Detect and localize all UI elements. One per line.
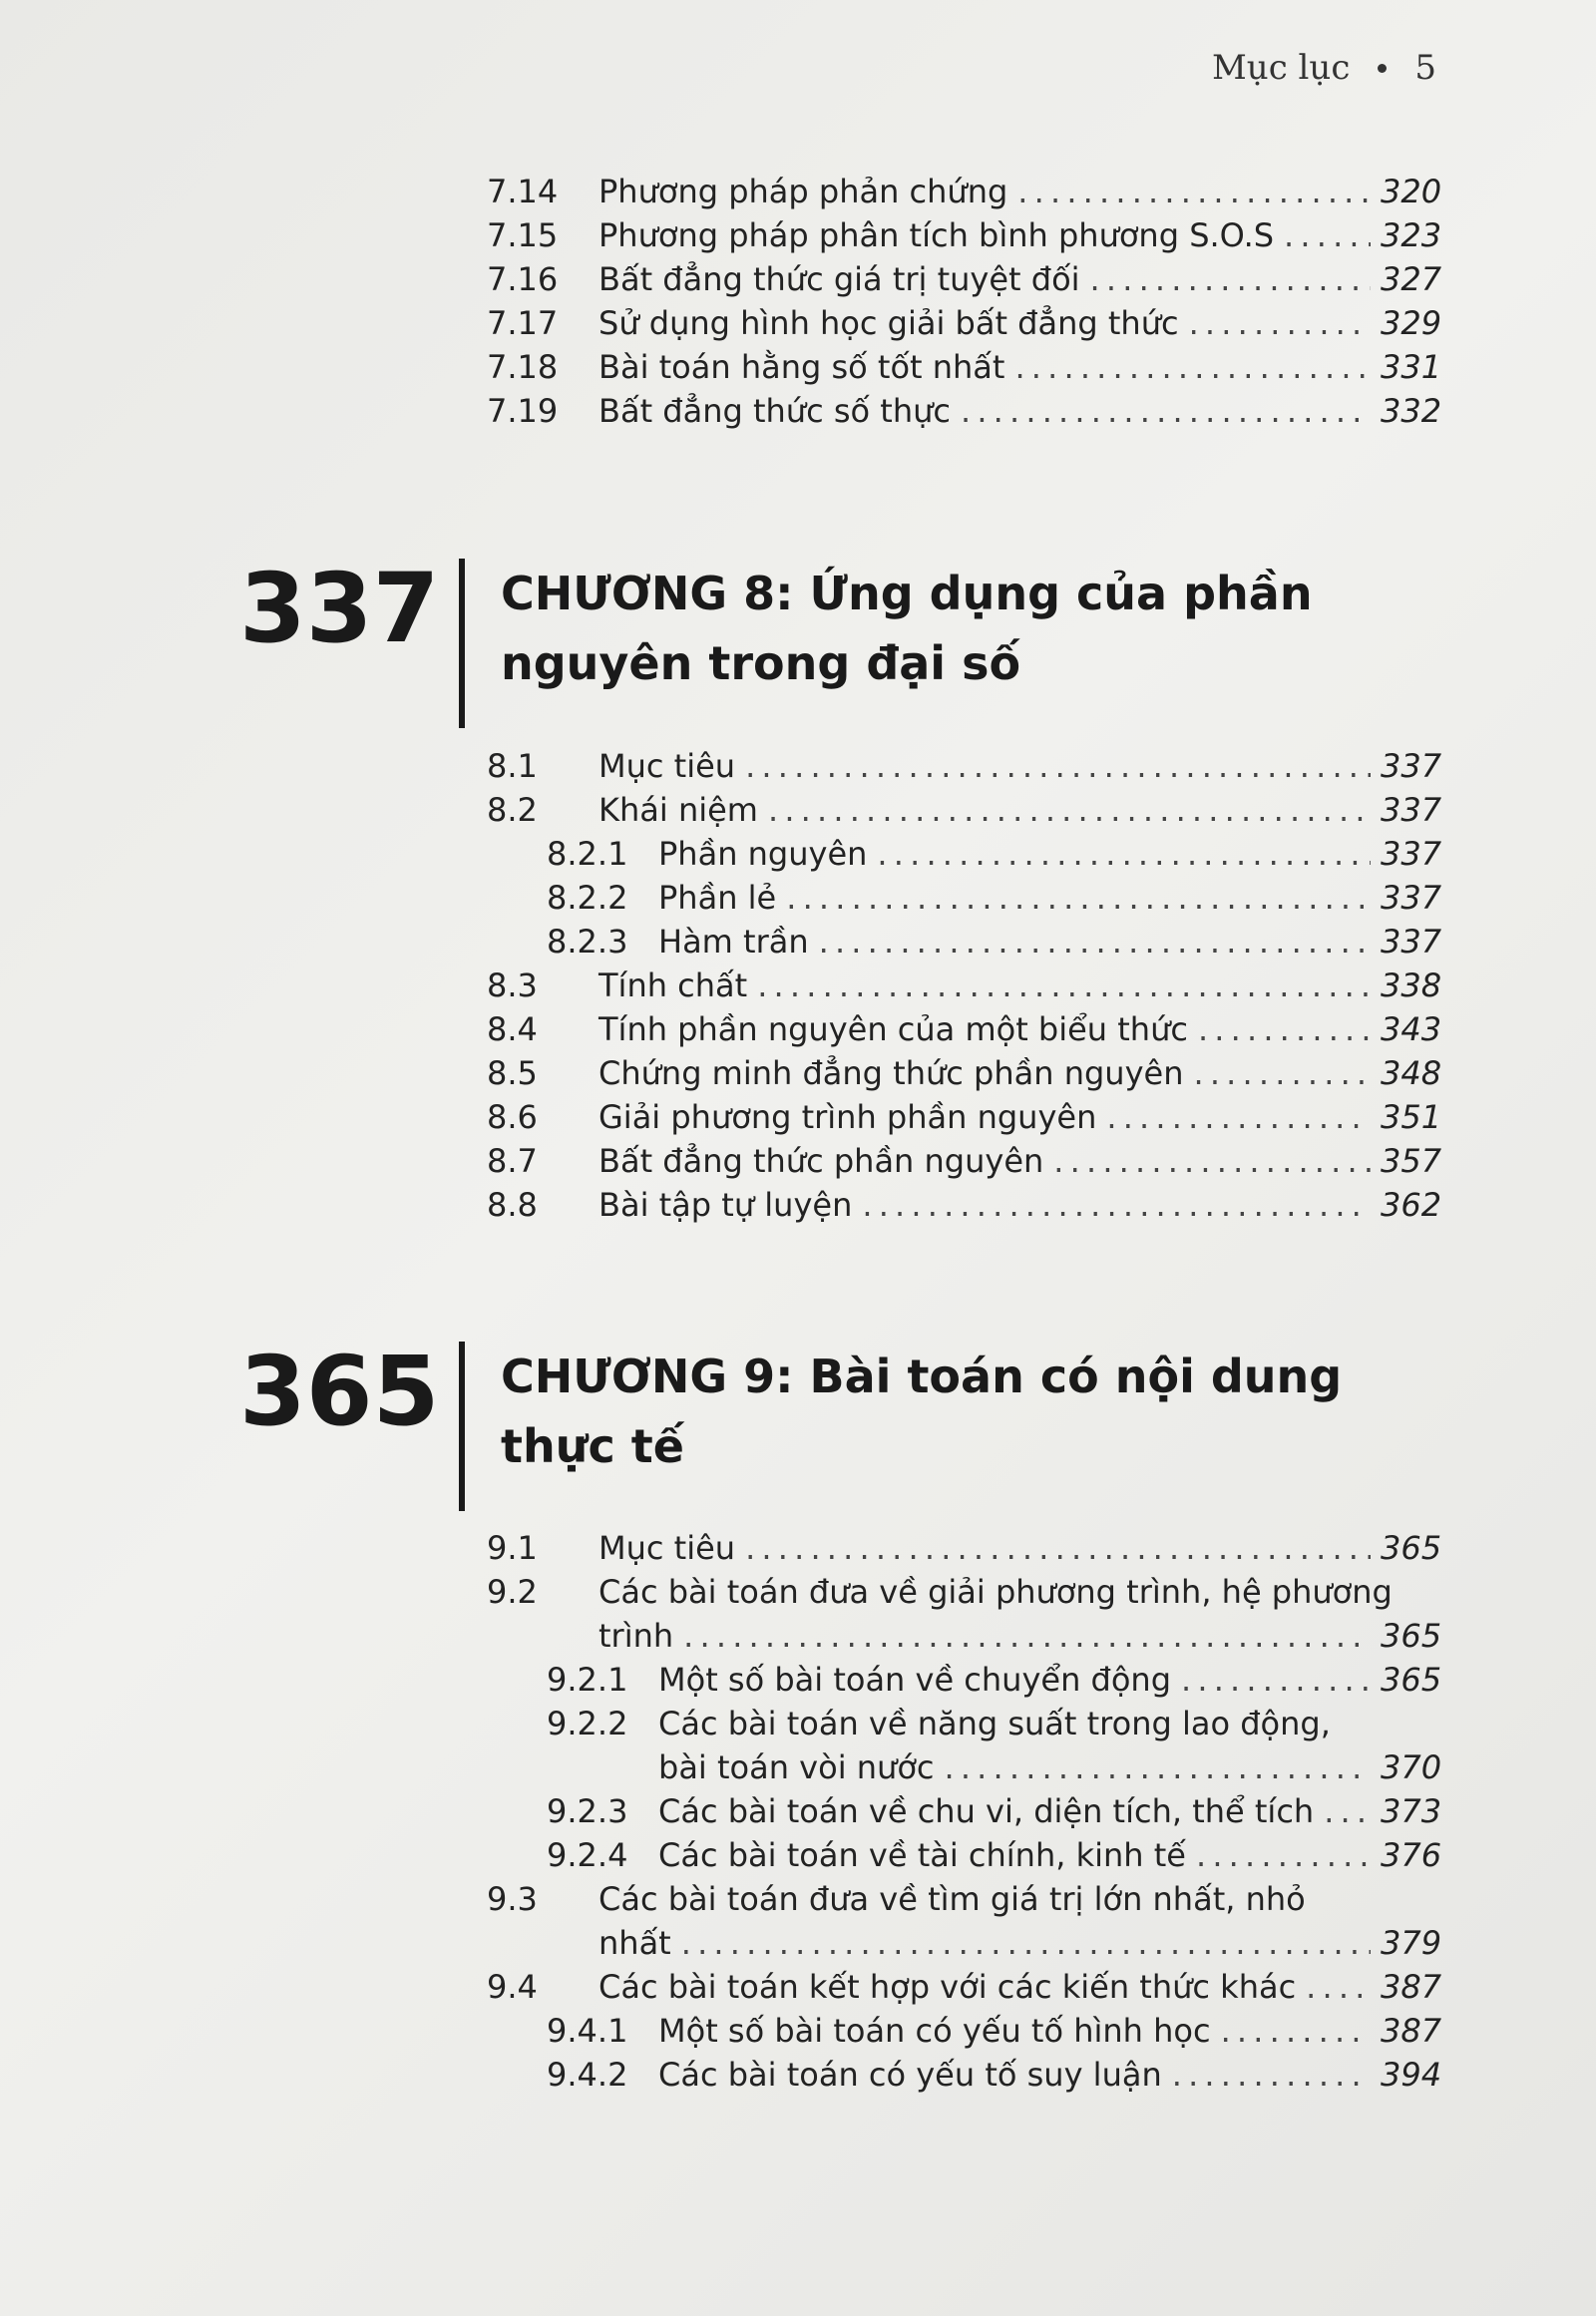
toc-entry-title: Phần lẻ	[658, 879, 777, 917]
toc-entry[interactable]	[487, 1139, 1442, 1183]
toc-leader-dots	[1193, 1051, 1371, 1095]
toc-entry-title: Bài toán hằng số tốt nhất	[598, 348, 1005, 386]
toc-entry[interactable]	[487, 744, 1442, 788]
toc-entry[interactable]	[487, 1570, 1436, 1614]
toc-entry-title: Phương pháp phản chứng	[598, 173, 1008, 210]
toc-leader-dots	[1306, 1965, 1371, 2009]
toc-entry-page: 348	[1381, 1054, 1442, 1092]
chapter-divider-bar	[459, 559, 465, 728]
toc-leader-dots	[1324, 1789, 1371, 1833]
toc-entry-page: 332	[1381, 392, 1442, 430]
toc-leader-dots	[768, 788, 1371, 832]
toc-entry-page: 338	[1381, 966, 1442, 1004]
toc-leader-dots	[786, 876, 1371, 920]
toc-entry-page: 343	[1381, 1010, 1442, 1048]
toc-entry[interactable]	[487, 345, 1442, 389]
header-page-number: 5	[1414, 48, 1436, 88]
toc-leader-dots	[819, 920, 1371, 964]
toc-entry-title-continued: bài toán vòi nước	[658, 1748, 935, 1786]
toc-entry-continuation[interactable]	[487, 1921, 1442, 1965]
toc-entry[interactable]	[487, 1658, 1442, 1702]
toc-entry-title: Các bài toán về tài chính, kinh tế	[658, 1836, 1186, 1874]
toc-entry-title: Một số bài toán về chuyển động	[658, 1661, 1172, 1699]
toc-leader-dots	[1189, 301, 1371, 345]
toc-entry-title: Phần nguyên	[658, 835, 868, 873]
toc-entry[interactable]	[487, 788, 1442, 832]
toc-entry-title: Các bài toán đưa về giải phương trình, hệ phương	[598, 1573, 1393, 1611]
toc-leader-dots	[1090, 257, 1371, 301]
toc-leader-dots	[745, 1526, 1371, 1570]
chapter7-toc-tail	[487, 170, 1442, 433]
toc-entry-number: 8.7	[487, 1142, 538, 1180]
toc-leader-dots	[961, 389, 1371, 433]
toc-leader-dots	[1196, 1833, 1371, 1877]
toc-entry-page: 329	[1381, 304, 1442, 342]
toc-entry[interactable]	[487, 257, 1442, 301]
toc-entry-page: 337	[1381, 879, 1442, 917]
toc-entry-page: 370	[1381, 1748, 1442, 1786]
toc-entry-continuation[interactable]	[487, 1745, 1442, 1789]
toc-entry-page: 351	[1381, 1098, 1442, 1136]
chapter8-heading	[239, 553, 1456, 728]
toc-entry[interactable]	[487, 1051, 1442, 1095]
header-bullet	[1378, 64, 1387, 73]
toc-entry[interactable]	[487, 1526, 1442, 1570]
toc-entry-number: 9.4.2	[547, 2056, 628, 2094]
toc-entry-page: 362	[1381, 1186, 1442, 1224]
toc-entry-title: Hàm trần	[658, 923, 809, 961]
toc-leader-dots	[1198, 1007, 1371, 1051]
toc-entry-number: 9.4	[487, 1968, 538, 2006]
toc-entry-page: 337	[1381, 835, 1442, 873]
toc-entry[interactable]	[487, 1095, 1442, 1139]
toc-entry[interactable]	[487, 1702, 1436, 1745]
toc-entry[interactable]	[487, 920, 1442, 964]
toc-leader-dots	[1014, 345, 1371, 389]
toc-entry-page: 373	[1381, 1792, 1442, 1830]
toc-entry-title: Bất đẳng thức giá trị tuyệt đối	[598, 260, 1080, 298]
toc-entry-number: 8.5	[487, 1054, 538, 1092]
toc-entry-title: Các bài toán đưa về tìm giá trị lớn nhất, nhỏ	[598, 1880, 1306, 1918]
chapter9-heading	[239, 1336, 1456, 1511]
chapter8-toc	[487, 744, 1442, 1227]
chapter9-page-number: 365	[239, 1336, 440, 1447]
toc-entry-number: 9.2.3	[547, 1792, 628, 1830]
toc-entry-number: 9.2	[487, 1573, 538, 1611]
toc-entry[interactable]	[487, 170, 1442, 213]
toc-entry[interactable]	[487, 1789, 1442, 1833]
toc-entry[interactable]	[487, 301, 1442, 345]
toc-entry-number: 9.1	[487, 1529, 538, 1567]
toc-entry-page: 365	[1381, 1661, 1442, 1699]
toc-entry-number: 8.2.3	[547, 923, 628, 961]
toc-entry-number: 7.15	[487, 216, 559, 254]
toc-entry-title: Sử dụng hình học giải bất đẳng thức	[598, 304, 1179, 342]
toc-entry[interactable]	[487, 2053, 1442, 2097]
toc-entry-title: Các bài toán về chu vi, diện tích, thể tích	[658, 1792, 1315, 1830]
toc-entry-page: 337	[1381, 923, 1442, 961]
toc-entry[interactable]	[487, 1965, 1442, 2009]
toc-entry-number: 8.4	[487, 1010, 538, 1048]
toc-leader-dots	[944, 1745, 1371, 1789]
toc-entry-page: 357	[1381, 1142, 1442, 1180]
running-header	[1212, 48, 1436, 88]
toc-entry-number: 8.8	[487, 1186, 538, 1224]
toc-entry-title: Các bài toán kết hợp với các kiến thức khác	[598, 1968, 1297, 2006]
toc-entry-title: Phương pháp phân tích bình phương S.O.S	[598, 216, 1275, 254]
toc-entry-number: 7.19	[487, 392, 559, 430]
toc-leader-dots	[745, 744, 1371, 788]
toc-entry-title: Một số bài toán có yếu tố hình học	[658, 2012, 1211, 2050]
toc-entry-number: 9.2.1	[547, 1661, 628, 1699]
toc-entry[interactable]	[487, 213, 1442, 257]
toc-entry-page: 323	[1381, 216, 1442, 254]
toc-entry[interactable]	[487, 389, 1442, 433]
toc-entry-number: 7.14	[487, 173, 559, 210]
toc-leader-dots	[757, 964, 1371, 1007]
toc-entry-page: 376	[1381, 1836, 1442, 1874]
chapter-divider-bar	[459, 1342, 465, 1511]
toc-entry-number: 8.2	[487, 791, 538, 829]
toc-entry-number: 7.18	[487, 348, 559, 386]
toc-entry-number: 8.2.1	[547, 835, 628, 873]
toc-entry-title: Mục tiêu	[598, 747, 736, 785]
toc-leader-dots	[681, 1921, 1371, 1965]
toc-leader-dots	[1172, 2053, 1371, 2097]
toc-entry-number: 9.3	[487, 1880, 538, 1918]
toc-entry-number: 9.2.2	[547, 1705, 628, 1742]
toc-entry-title-continued: trình	[598, 1617, 674, 1655]
toc-entry-page: 337	[1381, 791, 1442, 829]
toc-entry-page: 387	[1381, 1968, 1442, 2006]
toc-entry[interactable]	[487, 876, 1442, 920]
toc-entry-title: Các bài toán có yếu tố suy luận	[658, 2056, 1162, 2094]
toc-entry-continuation[interactable]	[487, 1614, 1442, 1658]
toc-entry-number: 8.1	[487, 747, 538, 785]
toc-leader-dots	[862, 1183, 1371, 1227]
toc-entry-page: 331	[1381, 348, 1442, 386]
toc-leader-dots	[1017, 170, 1371, 213]
header-section: Mục lục	[1211, 48, 1351, 88]
toc-entry-page: 365	[1381, 1529, 1442, 1567]
toc-entry[interactable]	[487, 964, 1442, 1007]
toc-leader-dots	[1221, 2009, 1371, 2053]
toc-leader-dots	[1053, 1139, 1371, 1183]
toc-leader-dots	[683, 1614, 1371, 1658]
toc-entry[interactable]	[487, 1833, 1442, 1877]
toc-entry-number: 7.17	[487, 304, 559, 342]
toc-entry-page: 327	[1381, 260, 1442, 298]
chapter8-title: CHƯƠNG 8: Ứng dụng của phần nguyên trong đại số	[501, 567, 1313, 690]
toc-entry-title: Tính chất	[598, 966, 748, 1004]
toc-leader-dots	[1106, 1095, 1371, 1139]
toc-entry-number: 8.2.2	[547, 879, 628, 917]
toc-entry-title: Tính phần nguyên của một biểu thức	[598, 1010, 1188, 1048]
toc-entry-number: 8.6	[487, 1098, 538, 1136]
toc-entry-page: 320	[1381, 173, 1442, 210]
toc-entry-title-continued: nhất	[598, 1924, 671, 1962]
toc-entry-number: 7.16	[487, 260, 559, 298]
chapter9-title: CHƯƠNG 9: Bài toán có nội dung thực tế	[501, 1350, 1343, 1473]
toc-entry-title: Mục tiêu	[598, 1529, 736, 1567]
toc-entry-title: Khái niệm	[598, 791, 758, 829]
toc-entry-number: 9.4.1	[547, 2012, 628, 2050]
toc-entry[interactable]	[487, 1877, 1436, 1921]
toc-leader-dots	[1284, 213, 1371, 257]
toc-entry-title: Bất đẳng thức số thực	[598, 392, 951, 430]
toc-leader-dots	[1181, 1658, 1371, 1702]
toc-leader-dots	[877, 832, 1371, 876]
toc-entry[interactable]	[487, 1183, 1442, 1227]
toc-entry-title: Giải phương trình phần nguyên	[598, 1098, 1097, 1136]
toc-entry-title: Bất đẳng thức phần nguyên	[598, 1142, 1044, 1180]
toc-entry-number: 8.3	[487, 966, 538, 1004]
toc-entry-title: Bài tập tự luyện	[598, 1186, 853, 1224]
toc-entry-page: 337	[1381, 747, 1442, 785]
toc-entry-page: 365	[1381, 1617, 1442, 1655]
toc-entry-number: 9.2.4	[547, 1836, 628, 1874]
chapter8-page-number: 337	[239, 553, 440, 664]
toc-entry[interactable]	[487, 1007, 1442, 1051]
toc-entry-title: Các bài toán về năng suất trong lao động,	[658, 1705, 1331, 1742]
toc-entry-page: 387	[1381, 2012, 1442, 2050]
chapter9-toc	[487, 1526, 1442, 2097]
toc-entry[interactable]	[487, 832, 1442, 876]
toc-entry-page: 394	[1381, 2056, 1442, 2094]
toc-entry-page: 379	[1381, 1924, 1442, 1962]
toc-entry-title: Chứng minh đẳng thức phần nguyên	[598, 1054, 1184, 1092]
toc-entry[interactable]	[487, 2009, 1442, 2053]
